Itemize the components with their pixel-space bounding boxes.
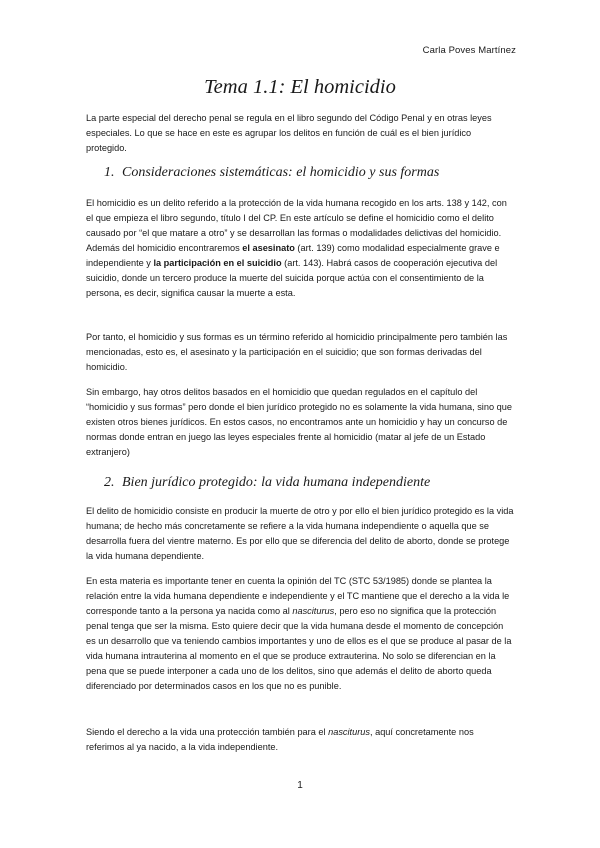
section-1-heading: [104, 165, 439, 181]
s2p3-text-a: Siendo el derecho a la vida una protección también para el: [86, 727, 329, 737]
s1p1-text-d: (art. 143). Habrá casos de cooperación ejecutiva del suicidio, donde un tercero produce la muerte del suicida porque actúa con el consentimiento de la persona, es decir, significa causar la muerte a esta.: [86, 258, 498, 298]
section-2-heading-text: Bien jurídico protegido: la vida humana independiente: [122, 475, 431, 490]
s1p1-text-a: El homicidio es un delito referido a la protección de la vida humana recogido en los arts. 138 y 142, con el que empieza el libro segundo, título I del CP. En este artículo se define el homicidio como el delito causado por “el que matare a otro” y se desarrollan las formas o modalidades delictivas del homicidio. Además del homicidio encontraremos: [86, 198, 507, 253]
section-2-paragraph-1: El delito de homicidio consiste en producir la muerte de otro y por ello el bien jurídico protegido es la vida humana; de hecho más concretamente se refiere a la vida humana independiente o aquella que se desarrolla fuera del vientre materno. Es por ello que se diferencia del delito de aborto, donde se protege la vida humana dependiente.: [86, 506, 514, 561]
s2p2-text-a: En esta materia es importante tener en cuenta la opinión del TC (STC 53/1985) donde se plantea la relación entre la vida humana dependiente e independiente y el TC mantiene que el derecho a la vida le corresponde tanto a la persona ya nacida como al: [86, 576, 510, 616]
section-1-heading-text: Consideraciones sistemáticas: el homicidio y sus formas: [122, 165, 440, 180]
section-2-heading: [104, 475, 430, 491]
s1p1-text-c: (art. 139) como modalidad especialmente grave e independiente y: [86, 243, 500, 268]
section-1-paragraph-2: Por tanto, el homicidio y sus formas es un término referido al homicidio principalmente pero también las mencionadas, esto es, el asesinato y la participación en el suicidio; que son formas derivadas del homicidio.: [86, 332, 508, 372]
intro-paragraph: La parte especial del derecho penal se regula en el libro segundo del Código Penal y en otras leyes especiales. Lo que se hace en este es agrupar los delitos en función de cuál es el bien jurídico protegido.: [86, 113, 492, 153]
s2p2-text-b: , pero eso no significa que la protección penal tenga que ser la misma. Esto quiere decir que la vida humana desde el momento de concepción es un desarrollo que va teniendo cambios importantes y uno de ellos es el que se produce al pasar de la vida humana intrauterina al momento en el que se produce extrauterina. No solo se diferencian en la pena que se puede interponer a cada uno de los delitos, sino que además el delito de aborto queda diferenciado por determinados casos en los que no es punible.: [86, 606, 512, 691]
section-1-paragraph-3: Sin embargo, hay otros delitos basados en el homicidio que quedan regulados en el capítulo del “homicidio y sus formas” pero donde el bien jurídico protegido no es solamente la vida humana, sino que existen otros bienes jurídicos. En estos casos, no encontramos ante un homicidio y hay un concurso de normas donde entran en juego las leyes especiales frente al homicidio (matar al jefe de un Estado extranjero): [86, 387, 512, 457]
s1p1-bold-asesinato: el asesinato: [242, 243, 295, 253]
s2p3-text-b: , aquí concretamente nos referimos al ya nacido, a la vida independiente.: [86, 727, 474, 752]
section-2-paragraph-2: [86, 574, 514, 694]
page-title: Tema 1.1: El homicidio: [204, 76, 396, 98]
section-1-paragraph-1: [86, 196, 514, 301]
section-2-paragraph-3: [86, 725, 514, 755]
s2p3-italic-nasciturus: nasciturus: [328, 727, 370, 737]
section-1-number: 1.: [104, 165, 115, 180]
section-2-number: 2.: [104, 475, 115, 490]
s2p2-italic-nasciturus: nasciturus: [292, 606, 335, 616]
author-header: Carla Poves Martínez: [422, 45, 516, 56]
s1p1-bold-participacion: la participación en el suicidio: [153, 258, 282, 268]
page-number: 1: [297, 780, 303, 791]
